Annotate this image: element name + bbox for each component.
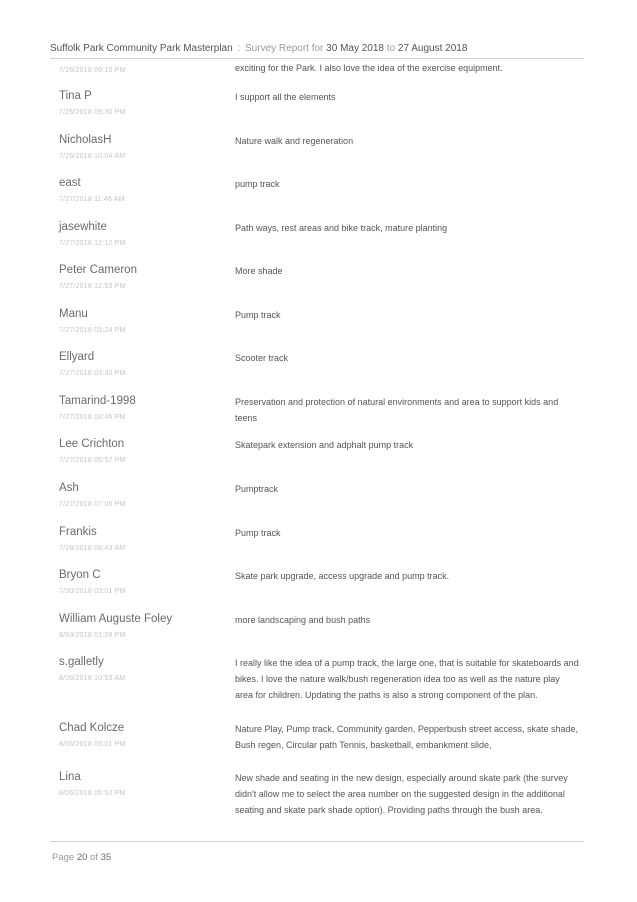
report-start-date: 30 May 2018 [326, 43, 384, 54]
entry-date: 7/28/2018 08:43 AM [59, 545, 126, 552]
entry-response: Path ways, rest areas and bike track, mature planting [235, 223, 448, 233]
entry-response: Preservation and protection of natural environments and area to support kids and teens [235, 397, 559, 423]
entry-date: 7/30/2018 03:01 PM [59, 588, 126, 595]
page-label: Page [52, 852, 75, 863]
entry-date: 8/03/2018 01:28 PM [59, 632, 126, 639]
footer-divider [50, 841, 584, 842]
respondent-name: Tamarind-1998 [59, 395, 136, 407]
report-label: Survey Report for [245, 43, 324, 54]
total-pages: 35 [100, 852, 112, 863]
entry-response: Nature Play, Pump track, Community garden, Pepperbush street access, skate shade, Bush regen, Circular path Tennis, basketball, embankment slide, [235, 724, 578, 750]
entry-response: more landscaping and bush paths [235, 615, 371, 625]
entry-response: pump track [235, 179, 280, 189]
respondent-name: Ellyard [59, 351, 95, 363]
entry-date: 7/26/2018 09:30 PM [59, 109, 126, 116]
entry-date: 7/27/2018 07:06 PM [59, 501, 126, 508]
entry-response: Scooter track [235, 353, 289, 363]
header-separator: : [237, 43, 241, 54]
entry-date: 8/06/2018 03:01 PM [59, 741, 126, 748]
of-label: of [90, 852, 98, 863]
entry-date: 7/27/2018 12:12 PM [59, 240, 126, 247]
page-footer [52, 852, 111, 863]
entry-response: I support all the elements [235, 92, 336, 102]
entry-date: 7/27/2018 03:24 PM [59, 327, 126, 334]
entry-date: 7/27/2018 03:30 PM [59, 370, 126, 377]
respondent-name: Tina P [59, 90, 92, 102]
respondent-name: Peter Cameron [59, 264, 137, 276]
entry-response: I really like the idea of a pump track, the large one, that is suitable for skateboards and bikes. I love the nature walk/bush regeneration idea too as well as the nature play area for children. Updating the paths is also a strong component of the plan. [235, 658, 579, 700]
report-end-date: 27 August 2018 [397, 43, 468, 54]
respondent-name: Lee Crichton [59, 438, 125, 450]
entry-response: exciting for the Park. I also love the idea of the exercise equipment. [235, 63, 503, 73]
page-header [50, 43, 590, 54]
respondent-name: Manu [59, 308, 88, 320]
entry-response: Skate park upgrade, access upgrade and pump track. [235, 571, 450, 581]
to-label: to [386, 43, 396, 54]
respondent-name: east [59, 177, 81, 189]
respondent-name: s.galletly [59, 656, 104, 668]
document-title: Suffolk Park Community Park Masterplan [50, 43, 233, 54]
respondent-name: Frankis [59, 526, 97, 538]
page-number: 20 [76, 852, 88, 863]
respondent-name: jasewhite [59, 221, 107, 233]
entry-date: 8/06/2018 05:52 PM [59, 790, 126, 797]
entry-response: Nature walk and regeneration [235, 136, 354, 146]
entry-date: 7/26/2018 10:04 AM [59, 153, 126, 160]
entry-response: More shade [235, 266, 283, 276]
entry-response: Pump track [235, 528, 281, 538]
entry-date: 7/26/2018 09:15 PM [59, 67, 126, 74]
entry-date: 7/27/2018 05:57 PM [59, 457, 126, 464]
entry-date: 7/27/2018 11:46 AM [59, 196, 125, 203]
entry-response: New shade and seating in the new design, especially around skate park (the survey didn't allow me to select the area number on the suggested design in the additional seating and skate park shade option). Providing paths through the bush area. [235, 773, 568, 815]
header-divider [50, 58, 584, 59]
respondent-name: Bryon C [59, 569, 101, 581]
respondent-name: William Auguste Foley [59, 613, 173, 625]
respondent-name: Chad Kolcze [59, 722, 125, 734]
respondent-name: NicholasH [59, 134, 112, 146]
entry-response: Pumptrack [235, 484, 279, 494]
entry-response: Pump track [235, 310, 281, 320]
entry-date: 8/06/2018 10:53 AM [59, 675, 126, 682]
respondent-name: Lina [59, 771, 81, 783]
entry-response: Skatepark extension and adphalt pump track [235, 440, 414, 450]
entry-date: 7/27/2018 03:46 PM [59, 414, 126, 421]
respondent-name: Ash [59, 482, 79, 494]
entry-date: 7/27/2018 12:53 PM [59, 283, 126, 290]
